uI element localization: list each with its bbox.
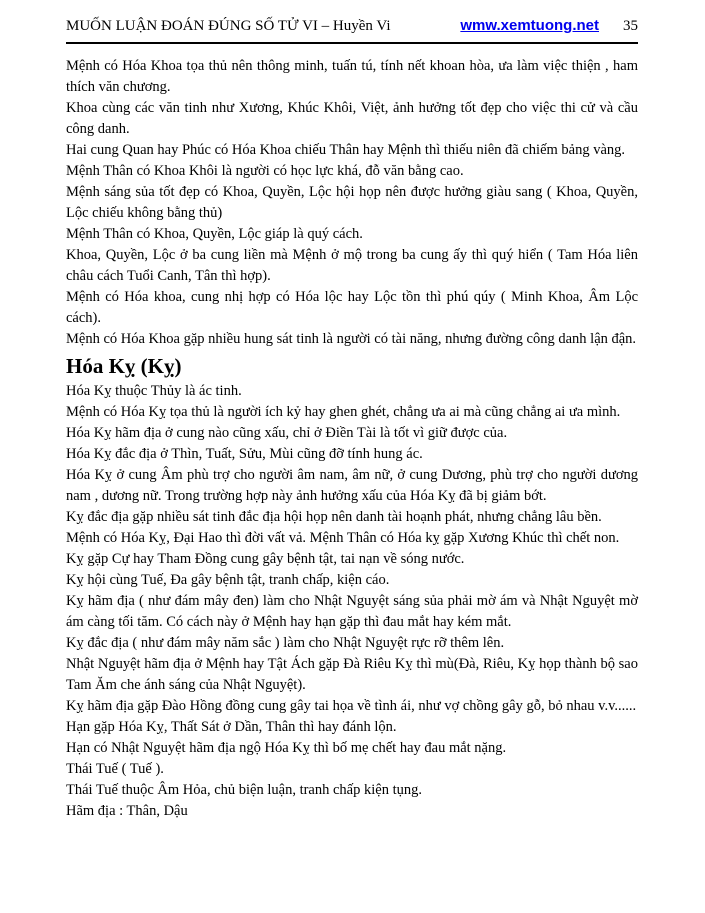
paragraph: Mệnh sáng sủa tốt đẹp có Khoa, Quyền, Lộc hội họp nên được hưởng giàu sang ( Khoa, Quyền, Lộc chiếu không bằng thủ) — [66, 184, 638, 221]
paragraph: Kỵ hãm địa gặp Đào Hồng đồng cung gây tai họa về tình ái, như vợ chồng gây gỗ, bỏ nhau v.v...... — [66, 698, 637, 714]
paragraph: Mệnh có Hóa Khoa tọa thủ nên thông minh, tuấn tú, tính nết khoan hòa, ưa làm việc thiện , ham thích văn chương. — [66, 58, 638, 95]
section-heading: Hóa Kỵ (Kỵ) — [66, 354, 182, 378]
paragraph: Hai cung Quan hay Phúc có Hóa Khoa chiếu Thân hay Mệnh thì thiếu niên đã chiếm bảng vàng. — [66, 142, 626, 158]
paragraph: Khoa cùng các văn tinh như Xương, Khúc Khôi, Việt, ảnh hưởng tốt đẹp cho việc thi cử và cầu công danh. — [66, 100, 638, 137]
paragraph: Hóa Kỵ ở cung Âm phù trợ cho người âm nam, âm nữ, ở cung Dương, phù trợ cho người dương nam , dương nữ. Trong trường hợp này ảnh hưởng xấu của Hóa Kỵ đã bị giảm bớt. — [66, 467, 638, 504]
paragraph: Mệnh Thân có Khoa, Quyền, Lộc giáp là quý cách. — [66, 226, 363, 242]
header-divider — [66, 42, 638, 44]
paragraph: Mệnh Thân có Khoa Khôi là người có học lực khá, đỗ văn bằng cao. — [66, 163, 464, 179]
paragraph: Hóa Kỵ đắc địa ở Thìn, Tuất, Sửu, Mùi cũng đỡ tính hung ác. — [66, 446, 423, 462]
paragraph: Kỵ gặp Cự hay Tham Đồng cung gây bệnh tật, tai nạn về sóng nước. — [66, 551, 465, 567]
paragraph: Thái Tuế ( Tuế ). — [66, 761, 164, 777]
paragraph: Mệnh có Hóa khoa, cung nhị hợp có Hóa lộc hay Lộc tồn thì phú qúy ( Minh Khoa, Âm Lộc cách). — [66, 289, 638, 326]
paragraph: Mệnh có Hóa Kỵ, Đại Hao thì đời vất vả. Mệnh Thân có Hóa kỵ gặp Xương Khúc thì chết non. — [66, 530, 620, 546]
page-number: 35 — [623, 18, 638, 34]
paragraph: Kỵ hội cùng Tuế, Đa gây bệnh tật, tranh chấp, kiện cáo. — [66, 572, 390, 588]
paragraph: Mệnh có Hóa Khoa gặp nhiều hung sát tinh là người có tài năng, nhưng đường công danh lận đận. — [66, 331, 637, 347]
paragraph: Mệnh có Hóa Kỵ tọa thủ là người ích kỷ hay ghen ghét, chẳng ưa ai mà cũng chẳng ai ưa mình. — [66, 404, 621, 420]
document-body — [66, 56, 638, 822]
paragraph: Nhật Nguyệt hãm địa ở Mệnh hay Tật Ách gặp Đà Riêu Kỵ thì mù(Đà, Riêu, Kỵ họp thành bộ sao Tam Ăm che ánh sáng của Nhật Nguyệt). — [66, 656, 638, 693]
paragraph: Thái Tuế thuộc Âm Hỏa, chủ biện luận, tranh chấp kiện tụng. — [66, 782, 422, 798]
website-link[interactable]: wmw.xemtuong.net — [460, 17, 599, 34]
paragraph: Hóa Kỵ thuộc Thủy là ác tinh. — [66, 383, 242, 399]
paragraph: Khoa, Quyền, Lộc ở ba cung liền mà Mệnh ở mộ trong ba cung ấy thì quý hiển ( Tam Hóa liên châu cách Tuổi Canh, Tân thì hợp). — [66, 247, 638, 284]
paragraph: Kỵ hãm địa ( như đám mây đen) làm cho Nhật Nguyệt sáng sủa phải mờ ám và Nhật Nguyệt mờ ám càng tối tăm. Có cách này ở Mệnh hay hạn gặp thì đau mắt hay kém mắt. — [66, 593, 638, 630]
paragraph: Hạn có Nhật Nguyệt hãm địa ngộ Hóa Kỵ thì bố mẹ chết hay đau mắt nặng. — [66, 740, 507, 756]
paragraph: Hãm địa : Thân, Dậu — [66, 803, 188, 819]
header-right-group — [460, 17, 638, 35]
paragraph: Kỵ đắc địa ( như đám mây năm sắc ) làm cho Nhật Nguyệt rực rỡ thêm lên. — [66, 635, 505, 651]
paragraph: Hạn gặp Hóa Kỵ, Thất Sát ở Dần, Thân thì hay đánh lộn. — [66, 719, 397, 735]
page-header — [66, 17, 638, 35]
paragraph: Hóa Kỵ hãm địa ở cung nào cũng xấu, chỉ ở Điền Tài là tốt vì giữ được của. — [66, 425, 508, 441]
book-title: MUỐN LUẬN ĐOÁN ĐÚNG SỐ TỬ VI – Huyền Vi — [66, 18, 391, 34]
paragraph: Kỵ đắc địa gặp nhiều sát tinh đắc địa hội họp nên danh tài hoạnh phát, nhưng chẳng lâu bền. — [66, 509, 602, 525]
